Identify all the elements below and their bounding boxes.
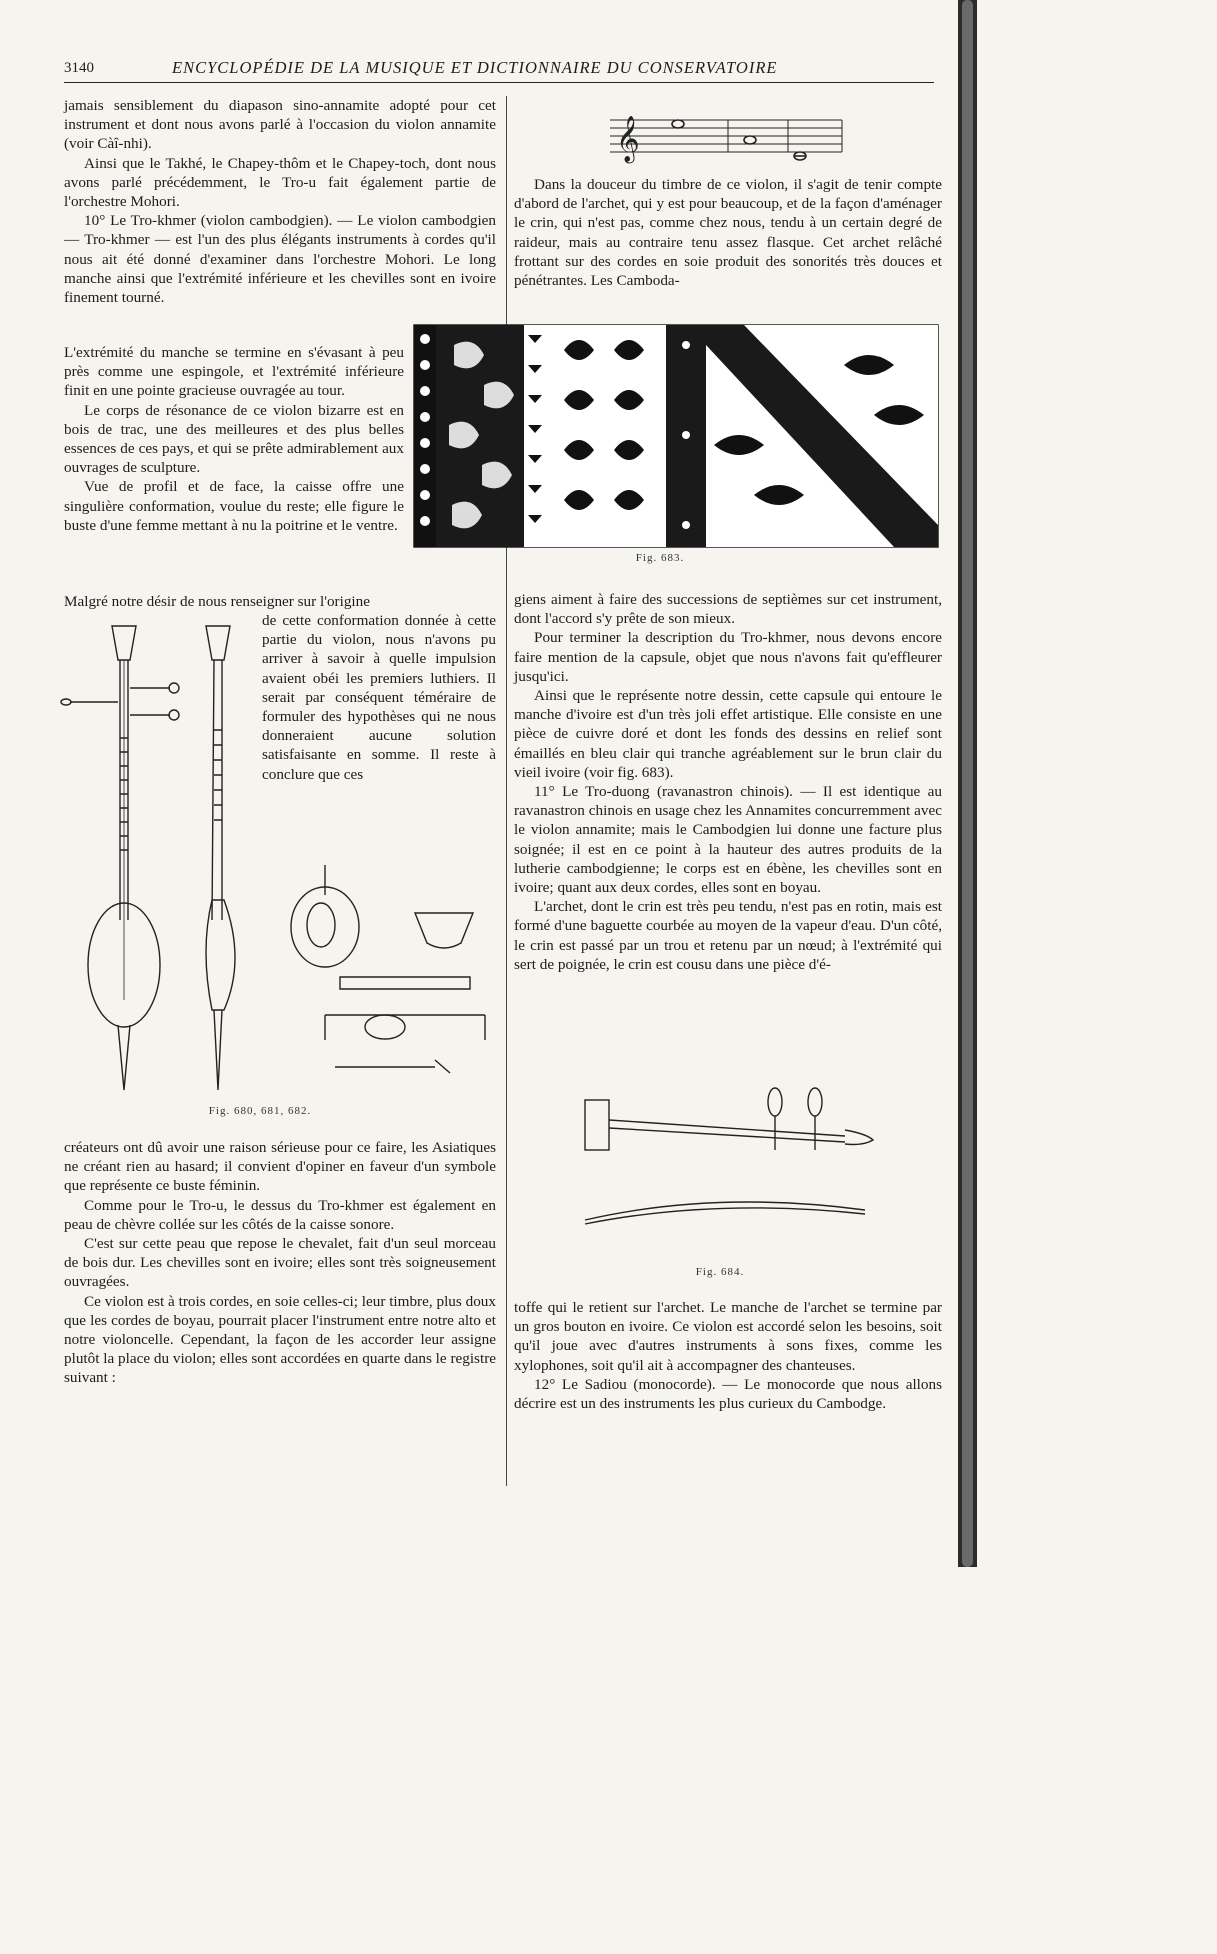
paragraph: Dans la douceur du timbre de ce violon, il s'agit de tenir compte d'abord de l'archet, qui y est pour beaucoup, et de la façon d'aménager le crin, qui n'est pas, comme chez nous, tendu à un certain degré de raideur, mais au contraire tenu assez flasque. Cet archet relâché frottant sur des cordes en soie produit des sonorités très douces et pénétrantes. Les Camboda- <box>514 176 942 290</box>
column-divider <box>506 96 507 1486</box>
scrollbar-thumb[interactable] <box>962 0 973 1567</box>
paragraph: créateurs ont dû avoir une raison sérieuse pour ce faire, les Asiatiques ne créant rien au hasard; il convient d'opiner en faveur d'un symbole que représente ce buste féminin. <box>64 1139 496 1195</box>
running-header <box>64 56 934 83</box>
paragraph: C'est sur cette peau que repose le chevalet, fait d'un seul morceau de bois dur. Les chevilles sont en ivoire; elles sont très soigneusement ouvragées. <box>64 1235 496 1291</box>
left-column-bottom <box>64 1138 496 1388</box>
paragraph: toffe qui le retient sur l'archet. Le manche de l'archet se termine par un gros bouton en ivoire. Ce violon est accordé selon les besoins, soit qu'il joue avec d'autres instruments à sons fixes, comme les xylophones, soit qu'il ait à accompagner des chanteuses. <box>514 1299 942 1374</box>
paragraph: giens aiment à faire des successions de septièmes sur cet instrument, dont l'accord s'y prête de son mieux. <box>514 591 942 628</box>
right-column-top <box>514 175 942 290</box>
right-column-bottom <box>514 1298 942 1413</box>
figure-684-caption: Fig. 684. <box>695 1266 745 1278</box>
figure-683-caption: Fig. 683. <box>635 552 685 564</box>
figure-683-ornament <box>414 325 938 547</box>
figure-680-682-caption: Fig. 680, 681, 682. <box>208 1105 312 1117</box>
paragraph: Ainsi que le Takhé, le Chapey-thôm et le Chapey-toch, dont nous avons parlé précédemment, le Tro-u fait également partie de l'orchestre Mohori. <box>64 154 496 211</box>
paragraph: jamais sensiblement du diapason sino-annamite adopté pour cet instrument et dont nous avons parlé à l'occasion du violon annamite (voir Càî-nhi). <box>64 97 496 153</box>
paragraph: L'archet, dont le crin est très peu tendu, n'est pas en rotin, mais est formé d'une baguette courbée au moyen de la vapeur d'eau. D'un côté, le crin est passé par un trou et retenu par un nœud; à l'extrémité qui sert de poignée, le crin est cousu dans une pièce d'é- <box>514 898 942 973</box>
music-staff-tuning <box>610 108 845 163</box>
paragraph: 12° Le Sadiou (monocorde). — Le monocorde que nous allons décrire est un des instruments les plus curieux du Cambodge. <box>514 1375 942 1413</box>
paragraph: Comme pour le Tro-u, le dessus du Tro-khmer est également en peau de chèvre collée sur les côtés de la caisse sonore. <box>64 1196 496 1233</box>
paragraph: Ce violon est à trois cordes, en soie celles-ci; leur timbre, plus doux que les cordes de boyau, pourrait placer l'instrument entre notre alto et notre violoncelle. Cependant, la façon de les accorder leur assigne plutôt la place du violon; elles sont accordées en quarte dans le registre suivant : <box>64 1292 496 1387</box>
left-column-top <box>64 96 496 307</box>
left-paragraph-line <box>64 592 496 611</box>
paragraph: de cette conformation donnée à cette partie du violon, nous n'avons pu arriver à savoir à quelle impulsion avaient obéi les premiers luthiers. Il serait par conséquent téméraire de formuler des hypothèses qui ne nous donneraient aucune solution satisfaisante en somme. Il reste à conclure que ces <box>262 612 496 783</box>
figure-684-tro-duong <box>575 1080 880 1250</box>
figure-680-violin-front <box>70 620 190 1090</box>
right-column-middle <box>514 590 942 974</box>
paragraph: Pour terminer la description du Tro-khmer, nous devons encore faire mention de la capsule, objet que nous n'avons fait qu'effleurer jusqu'ici. <box>514 629 942 685</box>
paragraph: Le corps de résonance de ce violon bizarre est en bois de trac, une des meilleures et des plus belles essences de ces pays, et qui se prête admirablement aux ouvrages de sculpture. <box>64 401 404 477</box>
page-number: 3140 <box>64 60 94 76</box>
svg-text:𝄞: 𝄞 <box>616 116 640 162</box>
paragraph: Ainsi que le représente notre dessin, cette capsule qui entoure le manche d'ivoire est d'un très joli effet artistique. Elle consiste en une pièce de cuivre doré et dont les fonds des dessins en relief sont émaillés en bleu clair qui tranche agréablement sur le brun clair du vieil ivoire (voir fig. 683). <box>514 687 942 781</box>
paragraph: Vue de profil et de face, la caisse offre une singulière conformation, voulue du reste; elle figure le buste d'une femme mettant à nu la poitrine et le ventre. <box>64 478 404 534</box>
left-wrap-text <box>262 611 496 784</box>
paragraph: 11° Le Tro-duong (ravanastron chinois). — Il est identique au ravanastron chinois en usage chez les Annamites concurremment avec le violon annamite; mais le Cambodgien lui donne une facture plus soignée; il est en ce point à la hauteur des autres produits de la lutherie cambodgienne; le corps est en ébène, les chevilles sont en ivoire; quant aux deux cordes, elles sont en boyau. <box>514 783 942 897</box>
running-title: ENCYCLOPÉDIE DE LA MUSIQUE ET DICTIONNAIRE DU CONSERVATOIRE <box>172 58 778 77</box>
paragraph: 10° Le Tro-khmer (violon cambodgien). — Le violon cambodgien — Tro-khmer — est l'un des plus élégants instruments à cordes qu'il nous ait été donné d'examiner dans l'orchestre Mohori. Le long manche ainsi que l'extrémité inférieure et les chevilles sont en ivoire finement tourné. <box>64 212 496 307</box>
paragraph: Malgré notre désir de nous renseigner sur l'origine <box>64 593 370 610</box>
left-column-narrow <box>64 343 404 535</box>
paragraph: L'extrémité du manche se termine en s'évasant à peu près comme une espingole, et l'extrémité inférieure finit en une pointe gracieuse ouvragée au tour. <box>64 344 404 400</box>
figure-682-violin-details <box>285 855 490 1085</box>
figure-681-violin-profile <box>190 620 250 1090</box>
